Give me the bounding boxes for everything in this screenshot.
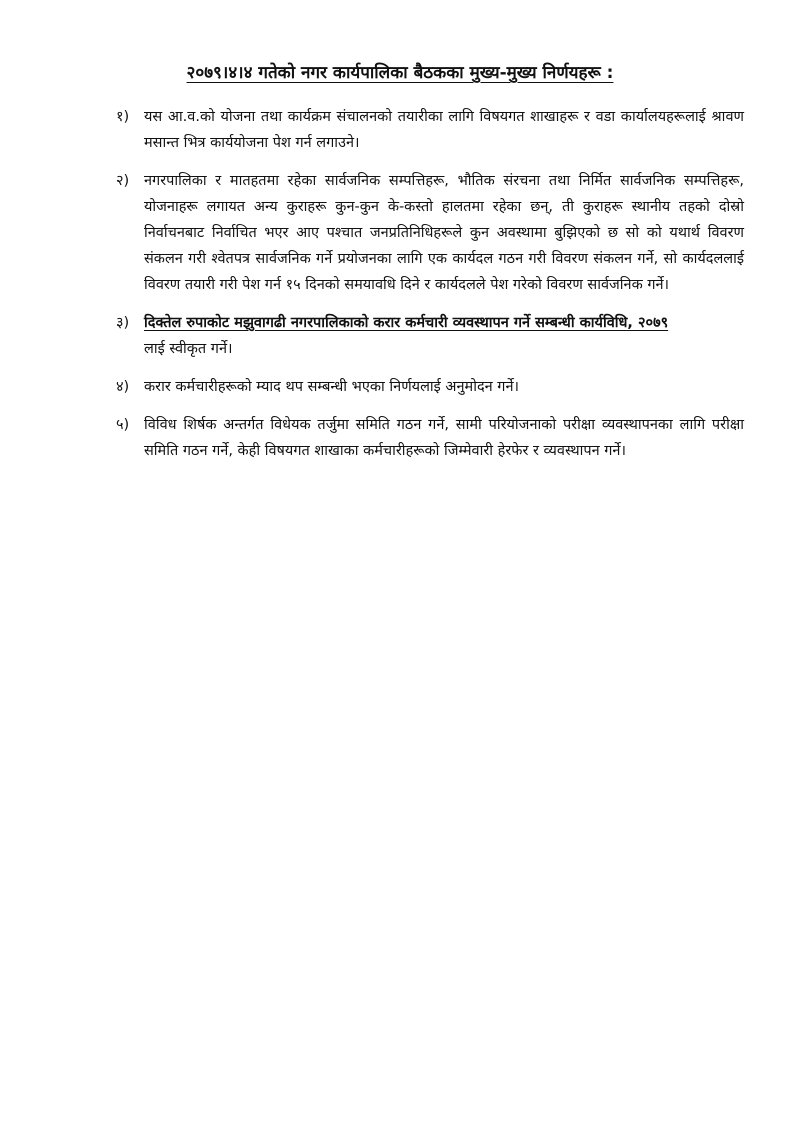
decision-item-3	[116, 310, 744, 362]
decision-item-1	[116, 104, 744, 156]
item-text: विविध शिर्षक अन्तर्गत विधेयक तर्जुमा समिति गठन गर्ने, सामी परियोजनाको परीक्षा व्यवस्थापनका लागि परीक्षा समिति गठन गर्ने, केही विषयगत शाखाका कर्मचारीहरूको जिम्मेवारी हेरफेर र व्यवस्थापन गर्ने।	[144, 417, 744, 459]
item-number: ५)	[116, 417, 130, 433]
item-text: लाई स्वीकृत गर्ने।	[144, 341, 233, 357]
item-number: ४)	[116, 379, 130, 395]
decision-item-5	[116, 412, 744, 464]
procedure-title: दिक्तेल रुपाकोट मझुवागढी नगरपालिकाको करार कर्मचारी व्यवस्थापन गर्ने सम्बन्धी कार्यविधि, २०७९	[144, 315, 669, 331]
decision-item-4	[116, 374, 744, 400]
item-text-wrapper	[144, 310, 744, 362]
item-number: २)	[116, 173, 130, 189]
decision-item-2	[116, 168, 744, 298]
item-text: नगरपालिका र मातहतमा रहेका सार्वजनिक सम्पत्तिहरू, भौतिक संरचना तथा निर्मित सार्वजनिक सम्पत्तिहरू, योजनाहरू लगायत अन्य कुराहरू कुन-कुन के-कस्तो हालतमा रहेका छन्, ती कुराहरू स्थानीय तहको दोस्रो निर्वाचनबाट निर्वाचित भएर आए पश्चात जनप्रतिनिधिहरूले कुन अवस्थामा बुझिएको छ सो को यथार्थ विवरण संकलन गरी श्वेतपत्र सार्वजनिक गर्ने प्रयोजनका लागि एक कार्यदल गठन गरी विवरण संकलन गर्ने, सो कार्यदललाई विवरण तयारी गरी पेश गर्न १५ दिनको समयावधि दिने र कार्यदलले पेश गरेको विवरण सार्वजनिक गर्ने।	[144, 173, 744, 293]
item-number: १)	[116, 109, 130, 125]
item-number: ३)	[116, 315, 130, 331]
item-text: यस आ.व.को योजना तथा कार्यक्रम संचालनको तयारीका लागि विषयगत शाखाहरू र वडा कार्यालयहरूलाई श्रावण मसान्त भित्र कार्ययोजना पेश गर्न लगाउने।	[144, 109, 744, 151]
item-text: करार कर्मचारीहरूको म्याद थप सम्बन्धी भएका निर्णयलाई अनुमोदन गर्ने।	[144, 379, 520, 395]
decision-list	[116, 104, 744, 476]
document-title: २०७९।४।४ गतेको नगर कार्यपालिका बैठकका मुख्य-मुख्य निर्णयहरू :	[186, 63, 614, 83]
